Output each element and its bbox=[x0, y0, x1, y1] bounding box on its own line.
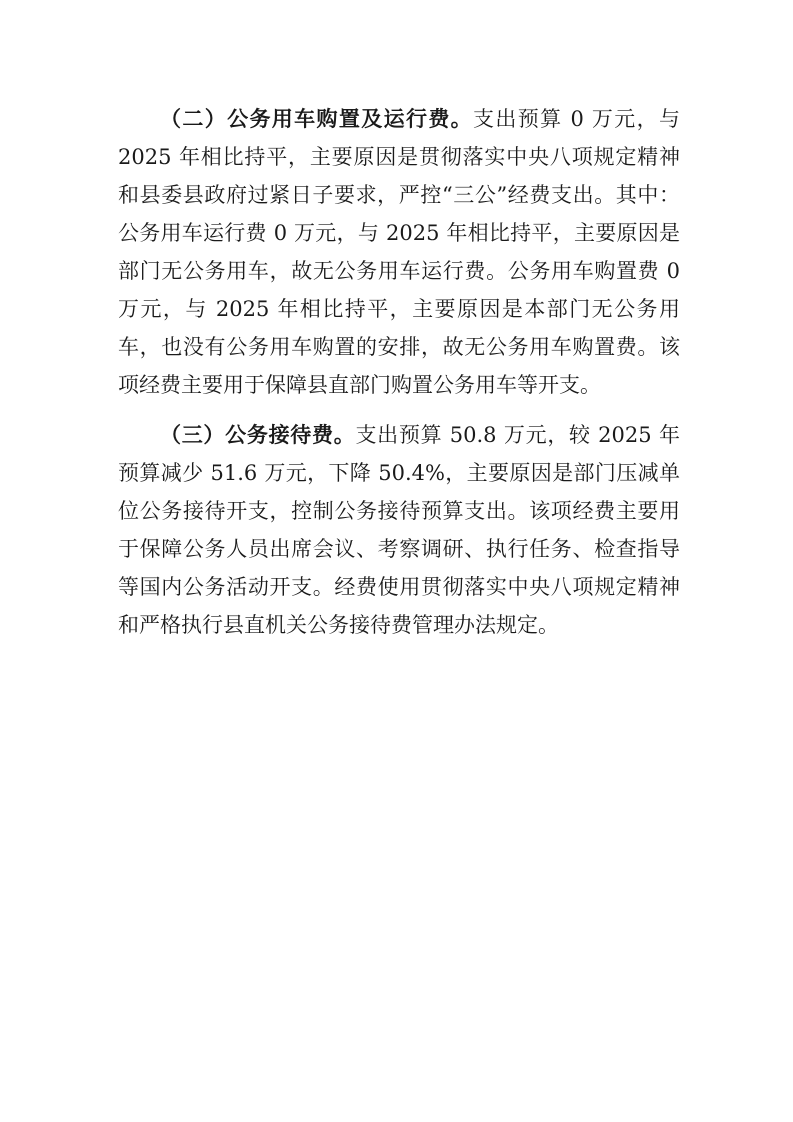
section-text: 支出预算 0 万元，与 2025 年相比持平，主要原因是贯彻落实中央八项规定精神和县委县政府过紧日子要求，严控“三公”经费支出。其中：公务用车运行费 0 万元，与 2025 年相比持平，主要原因是部门无公务用车，故无公务用车运行费。公务用车购置费 0 万元，与 2025 年相比持平，主要原因是本部门无公务用车，也没有公务用车购置的安排，故无公务用车购置费。该项经费主要用于保障县直部门购置公务用车等开支。 bbox=[118, 107, 680, 397]
section-heading: （二）公务用车购置及运行费。 bbox=[160, 107, 474, 131]
section-text: 支出预算 50.8 万元，较 2025 年预算减少 51.6 万元，下降 50.4%，主要原因是部门压减单位公务接待开支，控制公务接待预算支出。该项经费主要用于保障公务人员出席会议、考察调研、执行任务、检查指导等国内公务活动开支。经费使用贯彻落实中央八项规定精神和严格执行县直机关公务接待费管理办法规定。 bbox=[118, 423, 680, 637]
section-vehicle-costs bbox=[118, 100, 680, 404]
document-body bbox=[118, 100, 680, 656]
section-reception-costs bbox=[118, 416, 680, 644]
section-heading: （三）公务接待费。 bbox=[160, 423, 356, 447]
